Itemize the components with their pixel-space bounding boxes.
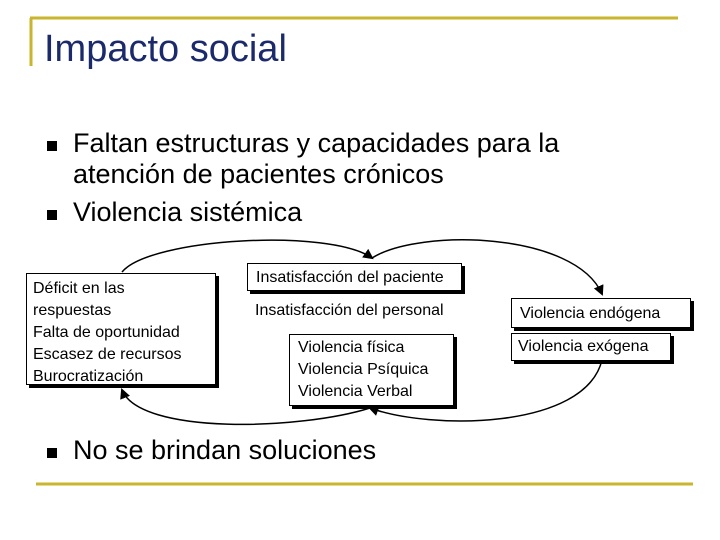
- staff-dissatisfaction-text: Insatisfacción del personal: [255, 302, 444, 319]
- exogenous-violence-box: Violencia exógena: [511, 333, 671, 361]
- bullet-2-text: Violencia sistémica: [73, 197, 303, 227]
- bullet-3-text: No se brindan soluciones: [73, 435, 377, 465]
- violence-type-1: Violencia física: [298, 339, 405, 356]
- slide-title: Impacto social: [44, 28, 287, 70]
- bullet-1-line-2: atención de pacientes crónicos: [73, 159, 444, 189]
- causes-line-2: respuestas: [33, 302, 112, 319]
- endogenous-violence-box: Violencia endógena: [511, 298, 691, 328]
- bullet-square-icon: [47, 448, 57, 458]
- causes-line-3: Falta de oportunidad: [33, 324, 180, 341]
- causes-line-5: Burocratización: [33, 368, 144, 385]
- patient-dissatisfaction-box: Insatisfacción del paciente: [247, 263, 462, 291]
- violence-type-3: Violencia Verbal: [298, 383, 413, 400]
- violence-type-2: Violencia Psíquica: [298, 361, 429, 378]
- causes-line-4: Escasez de recursos: [33, 346, 182, 363]
- causes-box: [26, 273, 216, 385]
- causes-line-1: Déficit en las: [33, 280, 125, 297]
- violence-types-box: [289, 334, 454, 406]
- bullet-1-line-1: Faltan estructuras y capacidades para la: [73, 128, 560, 158]
